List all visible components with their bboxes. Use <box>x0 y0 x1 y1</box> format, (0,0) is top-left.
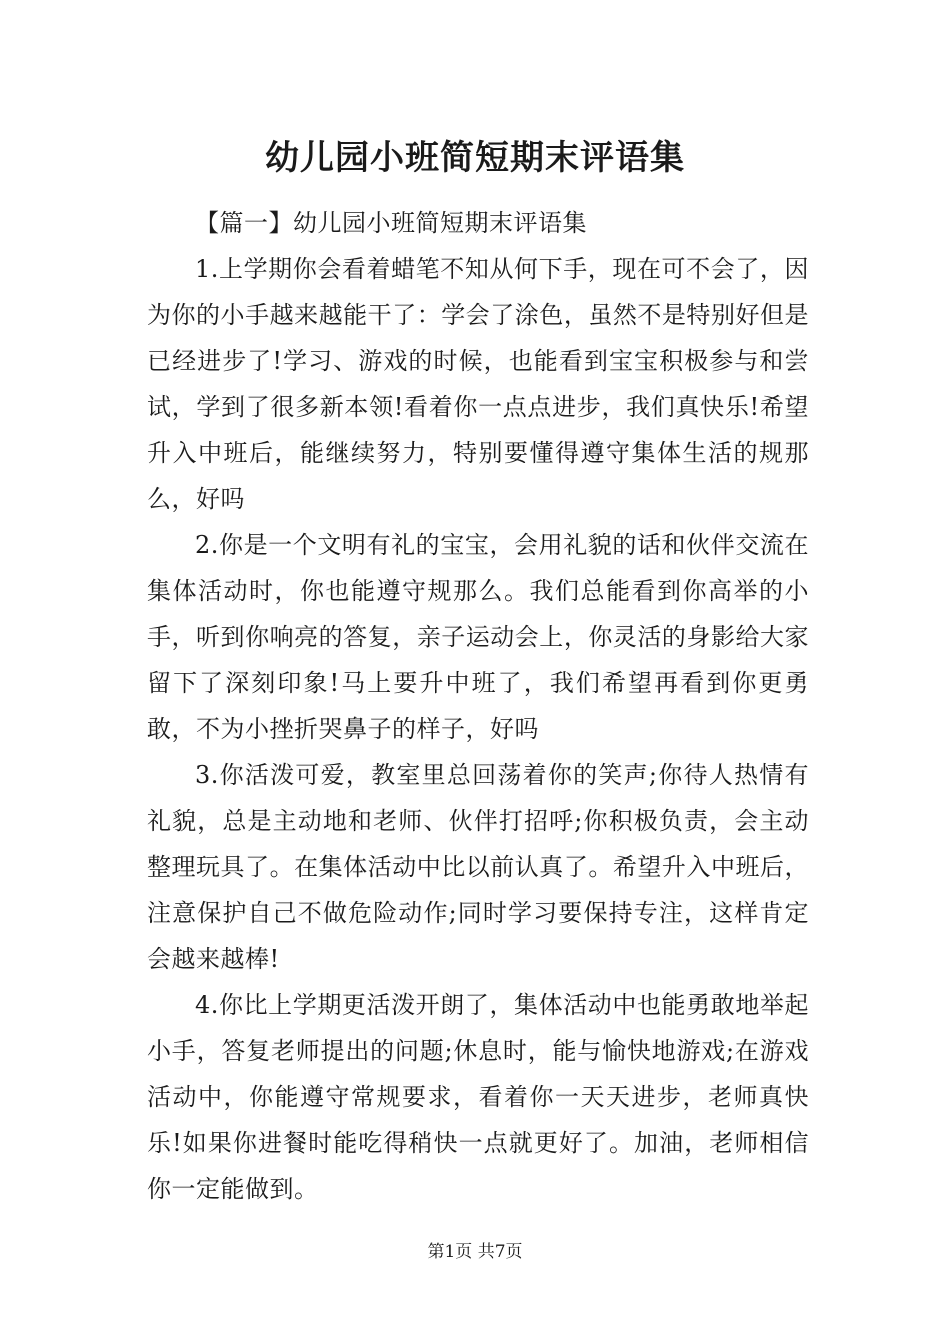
section-heading: 【篇一】幼儿园小班简短期末评语集 <box>195 209 587 237</box>
paragraph-2: 2.你是一个文明有礼的宝宝，会用礼貌的话和伙伴交流在集体活动时，你也能遵守规那么。我们总能看到你高举的小手，听到你响亮的答复，亲子运动会上，你灵活的身影给大家留下了深刻印象!马上要升中班了，我们希望再看到你更勇敢，不为小挫折哭鼻子的样子，好吗 <box>147 531 809 743</box>
page-number-footer: 第1页 共7页 <box>427 1242 523 1262</box>
paragraph-3: 3.你活泼可爱，教室里总回荡着你的笑声;你待人热情有礼貌，总是主动地和老师、伙伴打招呼;你积极负责，会主动整理玩具了。在集体活动中比以前认真了。希望升入中班后，注意保护自己不做危险动作;同时学习要保持专注，这样肯定会越来越棒! <box>147 761 809 973</box>
paragraph-1: 1.上学期你会看着蜡笔不知从何下手，现在可不会了，因为你的小手越来越能干了：学会了涂色，虽然不是特别好但是已经进步了!学习、游戏的时候，也能看到宝宝积极参与和尝试，学到了很多新本领!看着你一点点进步，我们真快乐!希望升入中班后，能继续努力，特别要懂得遵守集体生活的规那么，好吗 <box>147 255 809 513</box>
document-body <box>147 200 809 1212</box>
paragraph-4: 4.你比上学期更活泼开朗了，集体活动中也能勇敢地举起小手，答复老师提出的问题;休息时，能与愉快地游戏;在游戏活动中，你能遵守常规要求，看着你一天天进步，老师真快乐!如果你进餐时能吃得稍快一点就更好了。加油，老师相信你一定能做到。 <box>147 991 809 1203</box>
document-title: 幼儿园小班简短期末评语集 <box>265 138 685 178</box>
